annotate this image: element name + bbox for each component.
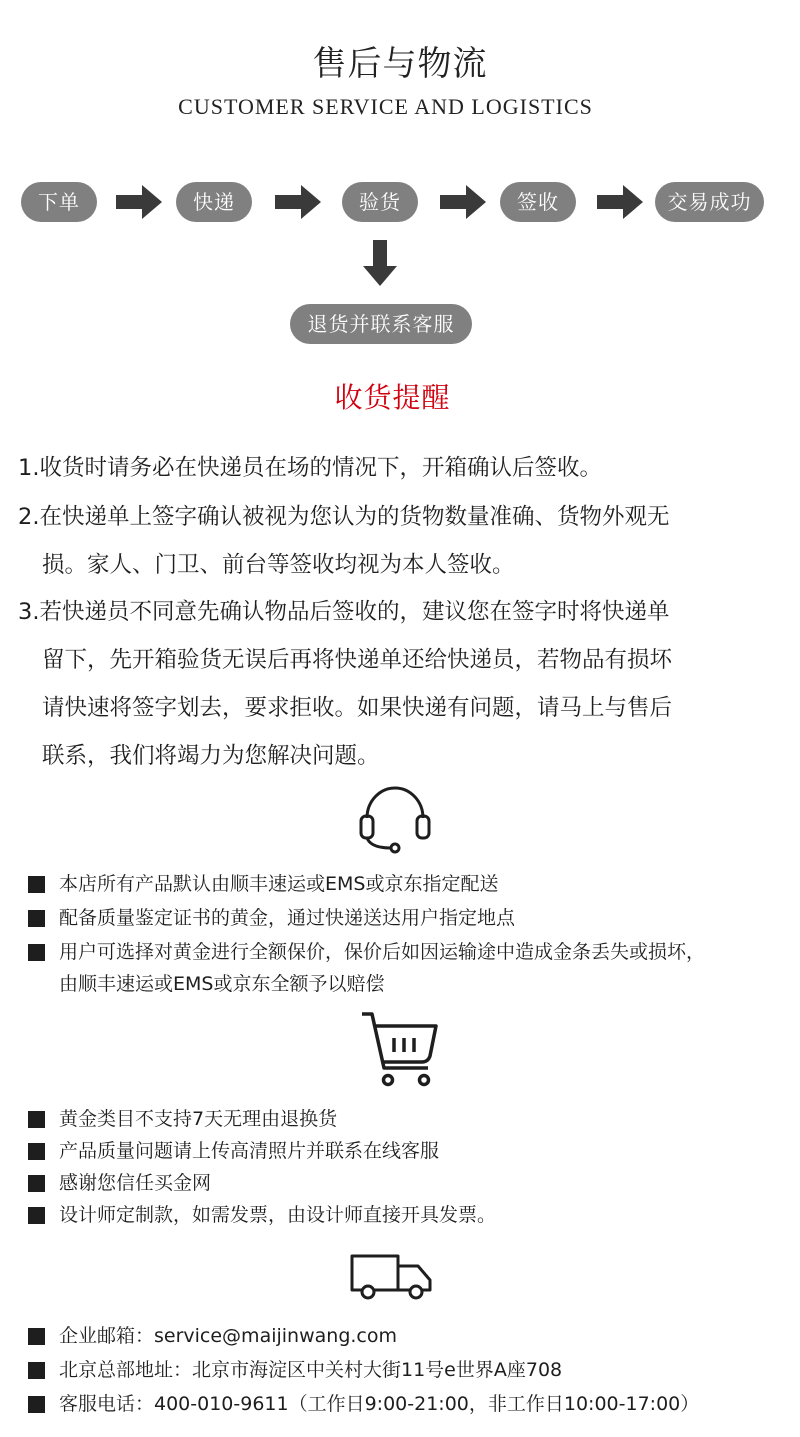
square-bullet-icon xyxy=(28,1111,45,1128)
square-bullet-icon xyxy=(28,1328,45,1345)
flow-step-success: 交易成功 xyxy=(655,182,764,222)
square-bullet-icon xyxy=(28,1396,45,1413)
contact-email: 企业邮箱：service@maijinwang.com xyxy=(28,1320,788,1352)
square-bullet-icon xyxy=(28,1207,45,1224)
reminder-title: 收货提醒 xyxy=(334,381,451,414)
right-arrow-icon xyxy=(116,185,162,219)
flow-step-sign: 签收 xyxy=(500,182,576,222)
list-item: 设计师定制款，如需发票，由设计师直接开具发票。 xyxy=(28,1199,788,1231)
square-bullet-icon xyxy=(28,1143,45,1160)
square-bullet-icon xyxy=(28,910,45,927)
list-item: 本店所有产品默认由顺丰速运或EMS或京东指定配送 xyxy=(28,868,788,900)
list-item: 配备质量鉴定证书的黄金，通过快递送达用户指定地点 xyxy=(28,902,788,934)
list-item: 产品质量问题请上传高清照片并联系在线客服 xyxy=(28,1135,788,1167)
item-line: 联系，我们将竭力为您解决问题。 xyxy=(42,743,380,769)
square-bullet-icon xyxy=(28,944,45,961)
page-title: 售后与物流 xyxy=(312,44,488,84)
square-bullet-icon xyxy=(28,876,45,893)
flow-step-order: 下单 xyxy=(21,182,97,222)
flow-step-express: 快递 xyxy=(176,182,252,222)
page-subtitle: CUSTOMER SERVICE AND LOGISTICS xyxy=(178,94,593,119)
contact-phone: 客服电话：400-010-9611（工作日9:00-21:00，非工作日10:00-17:00） xyxy=(28,1388,788,1420)
headset-icon xyxy=(355,780,435,856)
item-line: 留下，先开箱验货无误后再将快递单还给快递员，若物品有损坏 xyxy=(42,647,673,673)
item-number: 3. xyxy=(18,599,40,625)
reminder-item-1 xyxy=(18,444,780,492)
item-line: 收货时请务必在快递员在场的情况下，开箱确认后签收。 xyxy=(39,455,602,481)
item-line: 若快递员不同意先确认物品后签收的，建议您在签字时将快递单 xyxy=(39,599,670,625)
right-arrow-icon xyxy=(275,185,321,219)
flow-step-return: 退货并联系客服 xyxy=(290,304,472,344)
item-number: 2. xyxy=(18,504,40,530)
right-arrow-icon xyxy=(440,185,486,219)
contact-address: 北京总部地址：北京市海淀区中关村大街11号e世界A座708 xyxy=(28,1354,788,1386)
flow-step-inspect: 验货 xyxy=(342,182,418,222)
list-item: 感谢您信任买金网 xyxy=(28,1167,788,1199)
reminder-item-3 xyxy=(18,588,780,780)
delivery-truck-icon xyxy=(346,1250,436,1302)
item-number: 1. xyxy=(18,455,40,481)
item-line: 请快速将签字划去，要求拒收。如果快递有问题，请马上与售后 xyxy=(42,695,673,721)
right-arrow-icon xyxy=(597,185,643,219)
list-item: 黄金类目不支持7天无理由退换货 xyxy=(28,1103,788,1135)
down-arrow-icon xyxy=(363,240,397,286)
reminder-item-2 xyxy=(18,493,780,589)
list-item: 用户可选择对黄金进行全额保价，保价后如因运输途中造成金条丢失或损坏， 由顺丰速运或EMS或京东全额予以赔偿 xyxy=(28,936,788,1000)
square-bullet-icon xyxy=(28,1362,45,1379)
shopping-cart-icon xyxy=(358,1010,442,1090)
square-bullet-icon xyxy=(28,1175,45,1192)
item-line: 在快递单上签字确认被视为您认为的货物数量准确、货物外观无 xyxy=(39,504,670,530)
item-line: 损。家人、门卫、前台等签收均视为本人签收。 xyxy=(42,552,515,578)
